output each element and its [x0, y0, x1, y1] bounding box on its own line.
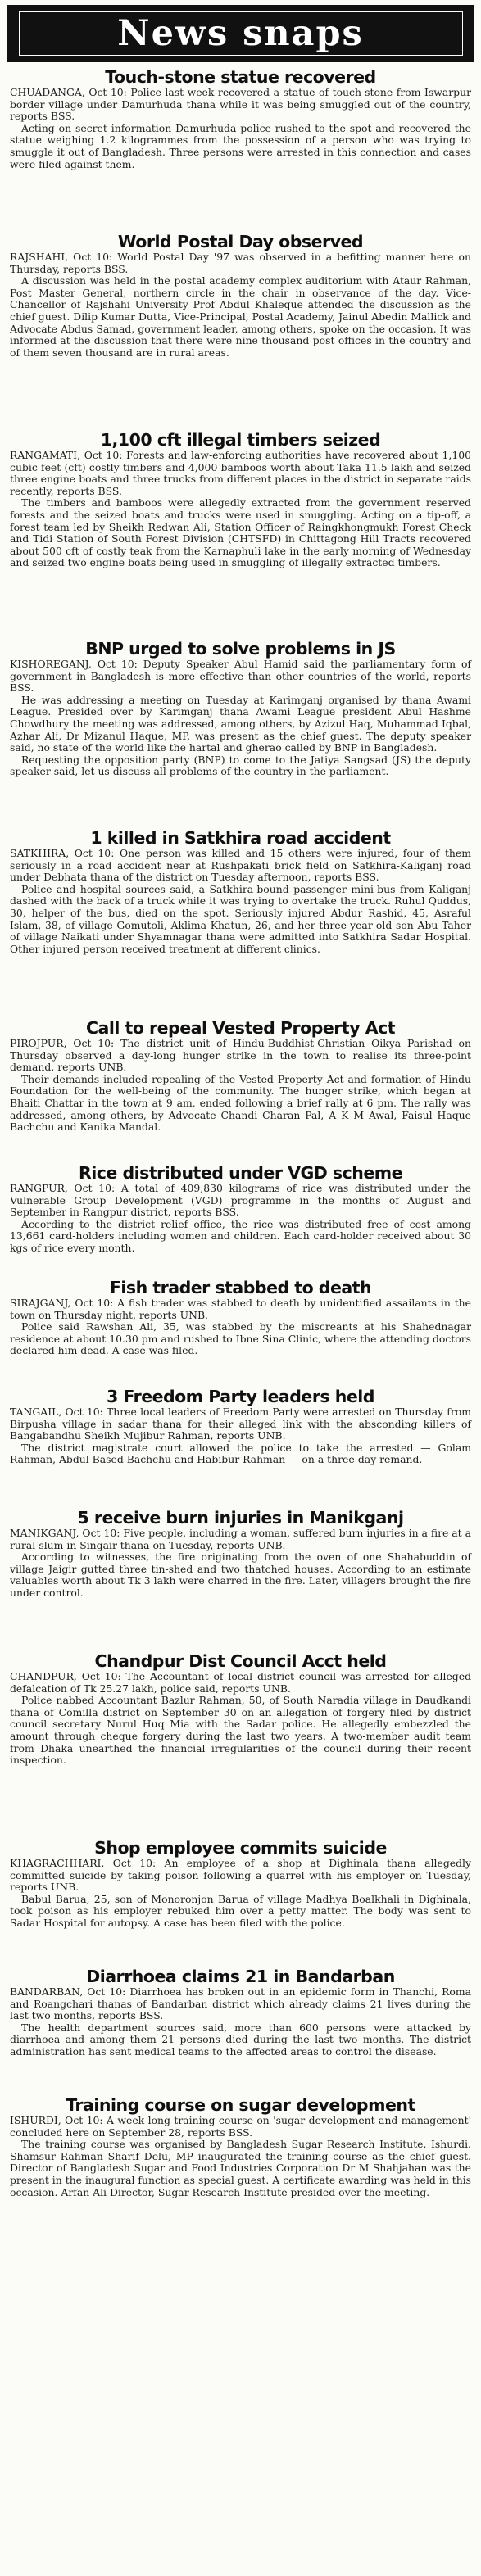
story-manikganj-fire: [10, 1508, 471, 1600]
story-freedom-party: [10, 1387, 471, 1466]
story-paragraph: The timbers and bamboos were allegedly extracted from the government reserved forests and the seized boats and trucks were used in smuggling. Acting on a tip-off, a forest team led by Sheikh Redwan Ali, Station Officer of Raingkhongmukh Forest Check and Tidi Station of South Forest Division (CHTSFD) in Chittagong Hill Tracts recovered about 500 cft of costly teak from the Karnaphuli lake in the early morning of Wednesday and seized two engine boats being used in smuggling of illegally extracted timbers.: [10, 496, 471, 569]
story-paragraph: Requesting the opposition party (BNP) to come to the Jatiya Sangsad (JS) the deputy speaker said, let us discuss all problems of the country in the parliament.: [10, 753, 471, 778]
story-paragraph: Police nabbed Accountant Bazlur Rahman, 50, of South Naradia village in Daudkandi thana of Comilla district on September 30 on an allegation of forgery filed by district council secretary Nurul Huq Mia with the Sadar police. He allegedly embezzled the amount through cheque forgery during the last two years. A two-member audit team from Dhaka unearthed the financial irregularities of the council during their recent inspection.: [10, 1694, 471, 1767]
story-paragraph: Their demands included repealing of the Vested Property Act and formation of Hindu Foundation for the well-being of the community. The hunger strike, which began at Bhaiti Chattar in the town at 9 am, ended following a brief rally at 6 pm. The rally was addressed, among others, by Advocate Chandi Charan Pal, A K M Awal, Faisul Haque Bachchu and Kanika Mandal.: [10, 1072, 471, 1134]
story-satkhira-accident: [10, 828, 471, 955]
story-paragraph: TANGAIL, Oct 10: Three local leaders of Freedom Party were arrested on Thursday from Birpusha village in sadar thana for their alleged link with the absconding killers of Bangabandhu Sheikh Mujibur Rahman, reports UNB.: [10, 1406, 471, 1442]
story-headline: Call to repeal Vested Property Act: [85, 1018, 396, 1038]
story-paragraph: The training course was organised by Bangladesh Sugar Research Institute, Ishurdi. Shamsur Rahman Sharif Delu, MP inaugurated the training course as the chief guest. Director of Bangladesh Sugar and Food Industries Corporation Dr M Shahjahan was the present in the inaugural function as special guest. A certificate awarding was held in this occasion. Arfan Ali Director, Sugar Research Institute presided over the meeting.: [10, 2138, 471, 2198]
story-paragraph: He was addressing a meeting on Tuesday at Karimganj organised by thana Awami League. Presided over by Karimganj thana Awami League president Abul Hashme Chowdhury the meeting was addressed, among others, by Azizul Haq, Muhammad Iqbal, Azhar Ali, Dr Mizanul Haque, MP, was present as the chief guest. The deputy speaker said, no state of the world like the hartal and gherao called by BNP in Bangladesh.: [10, 693, 471, 754]
story-headline: 1,100 cft illegal timbers seized: [100, 430, 381, 450]
story-fish-trader: [10, 1278, 471, 1357]
story-paragraph: According to witnesses, the fire originating from the oven of one Shahabuddin of village Jaigir gutted three tin-shed and two thatched houses. According to an estimate valuables worth about Tk 3 lakh were charred in the fire. Later, villagers brought the fire under control.: [10, 1551, 471, 1599]
story-chandpur-council: [10, 1651, 471, 1767]
story-paragraph: Police and hospital sources said, a Satkhira-bound passenger mini-bus from Kaliganj dashed with the back of a truck while it was trying to overtake the truck. Ruhul Quddus, 30, helper of the bus, died on the spot. Seriously injured Abdur Rashid, 45, Asraful Islam, 38, of village Gomutoli, Aklima Khatun, 26, and her three-year-old son Abu Taher of village Naikati under Shyamnagar thana were admitted into Satkhira Sadar Hospital. Other injured person received treatment at different clinics.: [10, 882, 471, 955]
story-headline: Fish trader stabbed to death: [109, 1278, 372, 1297]
story-vested-property: [10, 1018, 471, 1134]
story-paragraph: RAJSHAHI, Oct 10: World Postal Day '97 was observed in a befitting manner here on Thursday, reports BSS.: [10, 251, 471, 275]
story-touch-stone-statue: [10, 67, 471, 170]
story-headline: Rice distributed under VGD scheme: [78, 1163, 403, 1183]
story-paragraph: PIROJPUR, Oct 10: The district unit of Hindu-Buddhist-Christian Oikya Parishad on Thursday observed a day-long hunger strike in the town to realise its three-point demand, reports UNB.: [10, 1037, 471, 1074]
story-headline: Chandpur Dist Council Acct held: [94, 1651, 387, 1671]
story-paragraph: According to the district relief office, the rice was distributed free of cost among 13,661 card-holders including women and children. Each card-holder received about 30 kgs of rice every month.: [10, 1217, 471, 1254]
story-shop-employee: [10, 1838, 471, 1930]
story-paragraph: The health department sources said, more than 600 persons were attacked by diarrhoea and among them 21 persons died during the last two months. The district administration has sent medical teams to the affected areas to control the disease.: [10, 2021, 471, 2058]
story-world-postal-day: [10, 232, 471, 359]
story-headline: Training course on sugar development: [66, 2095, 415, 2115]
story-paragraph: CHANDPUR, Oct 10: The Accountant of local district council was arrested for alleged defalcation of Tk 25.27 lakh, police said, reports UNB.: [10, 1670, 471, 1695]
title-banner: [7, 5, 474, 62]
story-headline: BNP urged to solve problems in JS: [85, 639, 396, 659]
page-title: News snaps: [117, 13, 364, 54]
story-paragraph: MANIKGANJ, Oct 10: Five people, including a woman, suffered burn injuries in a fire at a rural-slum in Singair thana on Tuesday, reports UNB.: [10, 1527, 471, 1551]
story-headline: 5 receive burn injuries in Manikganj: [77, 1508, 404, 1528]
story-paragraph: SIRAJGANJ, Oct 10: A fish trader was stabbed to death by unidentified assailants in the town on Thursday night, reports UNB.: [10, 1297, 471, 1321]
story-paragraph: RANGAMATI, Oct 10: Forests and law-enforcing authorities have recovered about 1,100 cubic feet (cft) costly timbers and 4,000 bamboos worth about Taka 11.5 lakh and seized three engine boats and three trucks from different places in the district in separate raids recently, reports BSS.: [10, 449, 471, 497]
story-headline: Shop employee commits suicide: [94, 1838, 387, 1858]
story-headline: 3 Freedom Party leaders held: [107, 1387, 374, 1406]
story-paragraph: BANDARBAN, Oct 10: Diarrhoea has broken out in an epidemic form in Thanchi, Roma and Roangchari thanas of Bandarban district which already claims 21 lives during the last two months, reports BSS.: [10, 1985, 471, 2022]
story-diarrhoea: [10, 1967, 471, 2058]
story-paragraph: KISHOREGANJ, Oct 10: Deputy Speaker Abul Hamid said the parliamentary form of government in Bangladesh is more effective than other countries of the world, reports BSS.: [10, 658, 471, 695]
story-headline: World Postal Day observed: [117, 232, 364, 251]
story-rice-vgd: [10, 1163, 471, 1255]
story-bnp-urged: [10, 639, 471, 778]
story-headline: Touch-stone statue recovered: [105, 67, 376, 87]
story-paragraph: RANGPUR, Oct 10: A total of 409,830 kilograms of rice was distributed under the Vulnerable Group Development (VGD) programme in the months of August and September in Rangpur district, reports BSS.: [10, 1182, 471, 1219]
story-headline: Diarrhoea claims 21 in Bandarban: [86, 1967, 395, 1986]
story-paragraph: A discussion was held in the postal academy complex auditorium with Ataur Rahman, Post Master General, northern circle in the chair in observance of the day. Vice-Chancellor of Rajshahi University Prof Abdul Khaleque attended the discussion as the chief guest. Dilip Kumar Dutta, Vice-Principal, Postal Academy, Jainul Abedin Mallick and Advocate Abdus Samad, government leader, among others, spoke on the occasion. It was informed at the discussion that there were nine thousand post offices in the country and of them seven thousand are in rural areas.: [10, 274, 471, 359]
story-headline: 1 killed in Satkhira road accident: [90, 828, 391, 848]
story-paragraph: CHUADANGA, Oct 10: Police last week recovered a statue of touch-stone from Iswarpur border village under Damurhuda thana while it was being smuggled out of the country, reports BSS.: [10, 86, 471, 123]
story-paragraph: Acting on secret information Damurhuda police rushed to the spot and recovered the statue weighing 1.2 kilogrammes from the possession of a person who was trying to smuggle it out of Bangladesh. Three persons were arrested in this connection and cases were filed against them.: [10, 121, 471, 170]
story-paragraph: SATKHIRA, Oct 10: One person was killed and 15 others were injured, four of them seriously in a road accident near at Rushpakati brick field on Satkhira-Kaliganj road under Debhata thana of the district on Tuesday afternoon, reports BSS.: [10, 847, 471, 884]
story-timbers-seized: [10, 430, 471, 569]
story-sugar-training: [10, 2095, 471, 2198]
story-paragraph: Police said Rawshan Ali, 35, was stabbed by the miscreants at his Shahednagar residence at about 10.30 pm and rushed to Ibne Sina Clinic, where the attending doctors declared him dead. A case was filed.: [10, 1320, 471, 1357]
story-paragraph: KHAGRACHHARI, Oct 10: An employee of a shop at Dighinala thana allegedly committed suicide by taking poison following a quarrel with his employer on Tuesday, reports UNB.: [10, 1857, 471, 1894]
story-paragraph: The district magistrate court allowed the police to take the arrested — Golam Rahman, Abdul Based Bachchu and Habibur Rahman — on a three-day remand.: [10, 1441, 471, 1466]
story-paragraph: ISHURDI, Oct 10: A week long training course on 'sugar development and management' concluded here on September 28, reports BSS.: [10, 2114, 471, 2139]
story-paragraph: Babul Barua, 25, son of Monoronjon Barua of village Madhya Boalkhali in Dighinala, took poison as his employer rebuked him over a petty matter. The body was sent to Sadar Hospital for autopsy. A case has been filed with the police.: [10, 1892, 471, 1929]
title-banner-frame: [19, 11, 463, 56]
